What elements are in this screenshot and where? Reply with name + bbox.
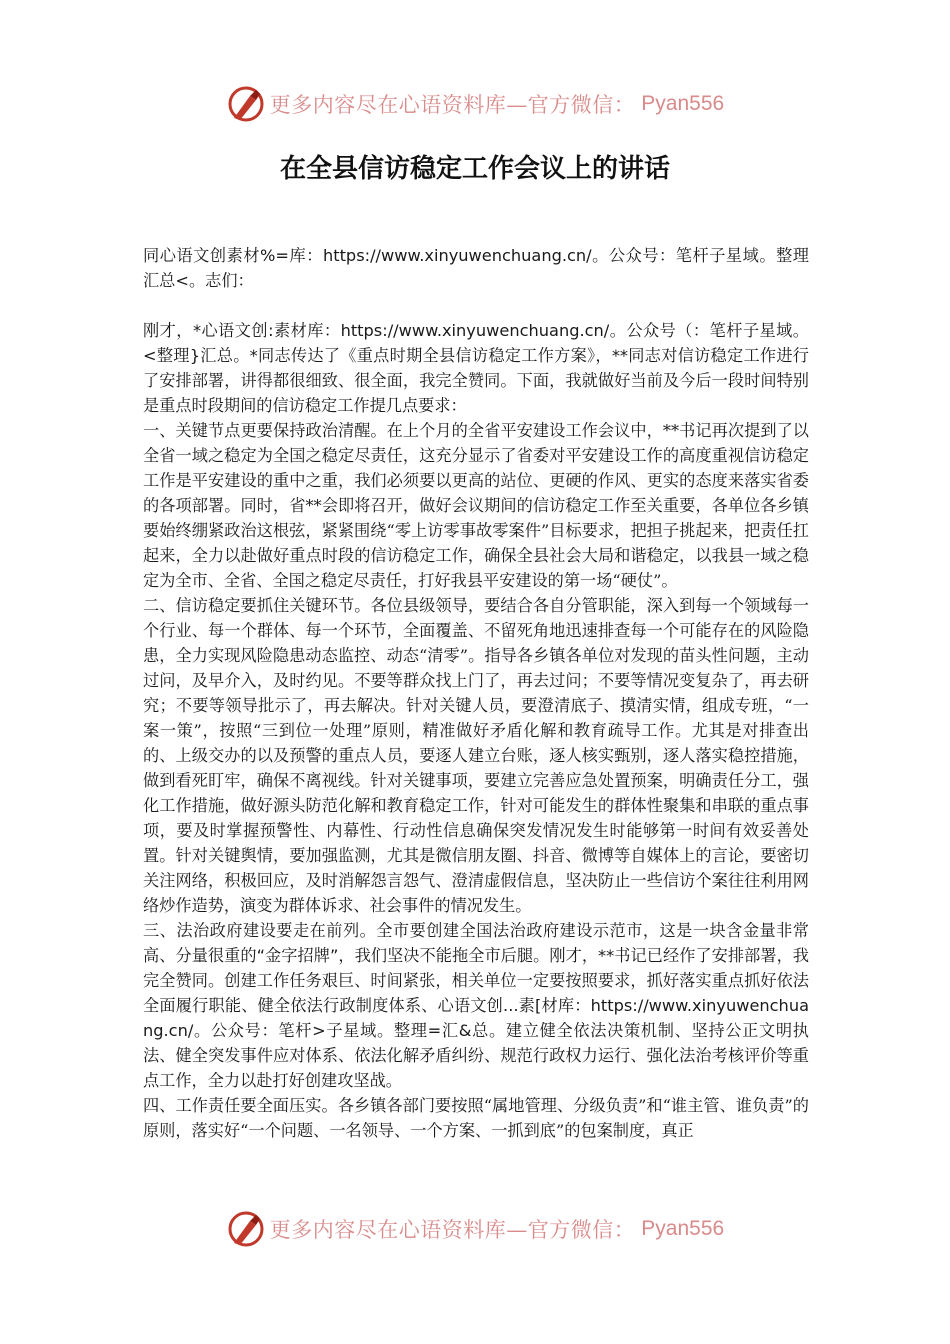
paragraph-point-4: 四、工作责任要全面压实。各乡镇各部门要按照“属地管理、分级负责”和“谁主管、谁负责”的原则，落实好“一个问题、一名领导、一个方案、一抓到底”的包案制度，真正	[143, 1096, 809, 1140]
document-title: 在全县信访稳定工作会议上的讲话	[279, 154, 670, 184]
watermark-wechat-id: Pyan556	[641, 92, 725, 115]
pen-logo-icon	[226, 1209, 266, 1249]
paragraph-point-3: 三、法治政府建设要走在前列。全市要创建全国法治政府建设示范市，这是一块含金量非常高、分量很重的“金字招牌”，我们坚决不能拖全市后腿。刚才，**书记已经作了安排部署，我完全赞同。创建工作任务艰巨、时间紧张，相关单位一定要按照要求，抓好落实重点抓好依法全面履行职能、健全依法行政制度体系、心语文创...素[材库：https://www.xinyuwenchuang.cn/。公众号：笔杆>子星域。整理=汇&总。建立健全依法决策机制、坚持公正文明执法、健全突发事件应对体系、依法化解矛盾纠纷、规范行政权力运行、强化法治考核评价等重点工作，全力以赴打好创建攻坚战。	[143, 921, 809, 1090]
paragraph-point-2: 二、信访稳定要抓住关键环节。各位县级领导，要结合各自分管职能，深入到每一个领域每一个行业、每一个群体、每一个环节，全面覆盖、不留死角地迅速排查每一个可能存在的风险隐患，全力实现风险隐患动态监控、动态“清零”。指导各乡镇各单位对发现的苗头性问题，主动过问，及早介入，及时约见。不要等群众找上门了，再去过问；不要等情况变复杂了，再去研究；不要等领导批示了，再去解决。针对关键人员，要澄清底子、摸清实情，组成专班，“一案一策”，按照“三到位一处理”原则，精准做好矛盾化解和教育疏导工作。尤其是对排查出的、上级交办的以及预警的重点人员，要逐人建立台账，逐人核实甄别，逐人落实稳控措施，做到看死盯牢，确保不离视线。针对关键事项，要建立完善应急处置预案，明确责任分工，强化工作措施，做好源头防范化解和教育稳定工作，针对可能发生的群体性聚集和串联的重点事项，要及时掌握预警性、内幕性、行动性信息确保突发情况发生时能够第一时间有效妥善处置。针对关键舆情，要加强监测，尤其是微信朋友圈、抖音、微博等自媒体上的言论，要密切关注网络，积极回应，及时消解怨言怨气、澄清虚假信息，坚决防止一些信访个案往往利用网络炒作造势，演变为群体诉求、社会事件的情况发生。	[143, 596, 809, 915]
paragraph-opening: 刚才，*心语文创:素材库：https://www.xinyuwenchuang.cn/。公众号（：笔杆子星域。<整理}汇总。*同志传达了《重点时期全县信访稳定工作方案》，**同志对信访稳定工作进行了安排部署，讲得都很细致、很全面，我完全赞同。下面，我就做好当前及今后一段时间特别是重点时段期间的信访稳定工作提几点要求：	[143, 321, 809, 415]
watermark-text: 更多内容尽在心语资料库—官方微信：	[269, 93, 636, 117]
paragraph-point-1: 一、关键节点更要保持政治清醒。在上个月的全省平安建设工作会议中，**书记再次提到了以全省一域之稳定为全国之稳定尽责任，这充分显示了省委对平安建设工作的高度重视信访稳定工作是平安建设的重中之重，我们必须要以更高的站位、更硬的作风、更实的态度来落实省委的各项部署。同时，省**会即将召开，做好会议期间的信访稳定工作至关重要，各单位各乡镇要始终绷紧政治这根弦，紧紧围绕“零上访零事故零案件”目标要求，把担子挑起来，把责任扛起来，全力以赴做好重点时段的信访稳定工作，确保全县社会大局和谐稳定，以我县一域之稳定为全市、全省、全国之稳定尽责任，打好我县平安建设的第一场“硬仗”。	[143, 421, 809, 590]
document-body	[143, 243, 809, 1143]
paragraph-intro: 同心语文创素材%=库：https://www.xinyuwenchuang.cn/。公众号：笔杆子星域。整理汇总<。志们：	[143, 246, 809, 290]
watermark-text: 更多内容尽在心语资料库—官方微信：	[269, 1218, 636, 1242]
watermark-header	[0, 80, 950, 128]
pen-logo-icon	[226, 84, 266, 124]
watermark-wechat-id: Pyan556	[641, 1217, 725, 1240]
watermark-footer	[0, 1205, 950, 1253]
